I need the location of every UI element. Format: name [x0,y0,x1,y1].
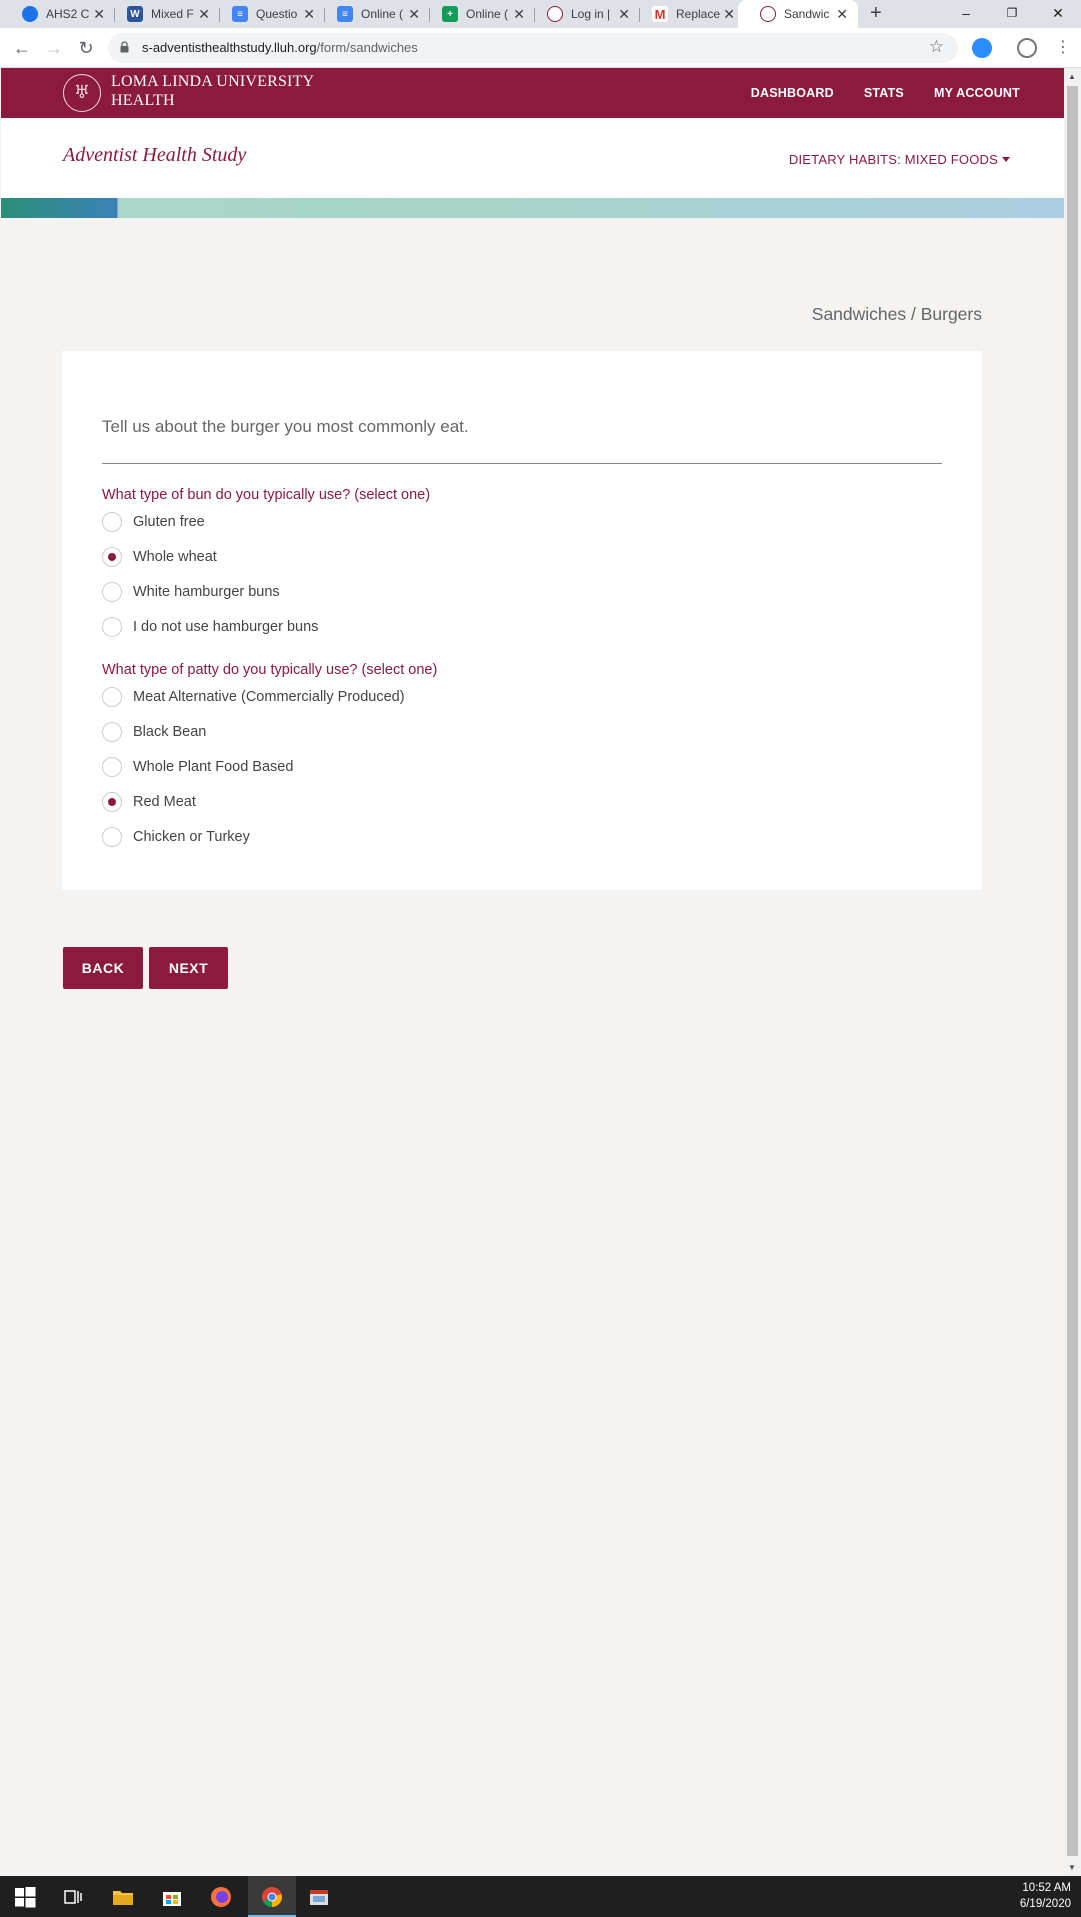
zoom-extension-icon[interactable] [972,38,992,58]
site-logo-text[interactable] [111,72,314,110]
option-label: Whole wheat [133,549,217,565]
site-header [1,68,1064,118]
radio-option-bun[interactable] [102,546,217,568]
firefox-icon[interactable] [209,1885,233,1909]
chrome-taskbar-active[interactable] [248,1876,296,1917]
close-icon[interactable]: ✕ [513,6,525,22]
sub-header [1,118,1064,198]
profile-avatar-icon[interactable] [1017,38,1037,58]
main-nav [751,68,1020,118]
option-label: Whole Plant Food Based [133,759,294,775]
window-close-icon[interactable]: ✕ [1052,5,1064,21]
llu-icon [760,6,776,22]
question-patty: What type of patty do you typically use? (select one) [102,662,438,678]
close-icon[interactable]: ✕ [723,6,735,22]
forward-arrow-icon[interactable]: → [45,38,63,58]
option-label: I do not use hamburger buns [133,619,319,635]
llu-seal-logo[interactable]: ♅ [63,74,101,112]
chrome-icon [260,1885,284,1909]
clock-time: 10:52 AM [1022,1882,1071,1894]
radio-option-bun[interactable] [102,581,280,603]
breadcrumb: Sandwiches / Burgers [811,304,982,324]
reload-icon[interactable]: ↻ [78,38,94,58]
divider [102,463,942,464]
radio-option-patty[interactable] [102,721,206,743]
lock-icon [120,41,129,53]
option-label: Meat Alternative (Commercially Produced) [133,689,405,705]
option-label: Chicken or Turkey [133,829,250,845]
docs-icon: ≡ [232,6,248,22]
tab-title: AHS2 C [46,7,90,21]
address-bar[interactable] [108,33,958,63]
option-label: Black Bean [133,724,207,740]
option-label: Red Meat [133,794,196,810]
back-button[interactable]: BACK [63,947,143,989]
scroll-up-icon[interactable]: ▲ [1068,72,1076,81]
browser-tab[interactable] [420,0,535,28]
browser-tab[interactable] [105,0,220,28]
windows-taskbar [0,1876,1081,1917]
docs-icon: ≡ [337,6,353,22]
nav-dashboard[interactable]: DASHBOARD [750,86,834,100]
option-label: Gluten free [133,514,205,530]
browser-tab[interactable] [525,0,640,28]
radio-button[interactable] [102,687,122,707]
caret-down-icon [1002,157,1010,162]
tab-title: Online ( [466,7,509,21]
system-clock[interactable] [1020,1880,1071,1912]
file-explorer-icon[interactable] [111,1885,135,1909]
gmail-icon: M [652,6,668,22]
tab-title: Questio [256,7,298,21]
clock-date: 6/19/2020 [1019,1898,1071,1910]
close-icon[interactable]: ✕ [303,6,315,22]
close-icon[interactable]: ✕ [618,6,630,22]
bookmark-star-icon[interactable]: ☆ [928,37,944,56]
study-title[interactable]: Adventist Health Study [63,144,247,166]
tab-title: Log in | [571,7,611,21]
tab-title: Sandwic [784,7,830,21]
llu-icon [547,6,563,22]
radio-option-patty[interactable] [102,826,250,848]
radio-button[interactable] [102,582,122,602]
windows-start-icon[interactable] [13,1885,37,1909]
radio-button[interactable] [102,722,122,742]
nav-my-account[interactable]: MY ACCOUNT [933,86,1020,100]
radio-option-bun[interactable] [102,616,318,638]
browser-tab[interactable] [315,0,430,28]
store-icon[interactable] [160,1885,184,1909]
word-icon: W [127,6,143,22]
cloud-icon [22,6,38,22]
radio-option-patty[interactable] [102,791,196,813]
back-arrow-icon[interactable]: ← [13,38,31,58]
radio-option-bun[interactable] [102,511,205,533]
scrollbar-thumb[interactable] [1067,86,1078,1856]
section-dropdown[interactable] [789,152,1010,167]
question-card [62,351,982,890]
task-view-icon[interactable] [61,1885,85,1909]
browser-tab[interactable] [630,0,745,28]
radio-option-patty[interactable] [102,686,405,708]
new-tab-icon[interactable]: + [870,2,882,24]
sheets-icon: + [442,6,458,22]
decorative-color-band [1,198,1064,218]
radio-option-patty[interactable] [102,756,293,778]
browser-toolbar [0,28,1081,68]
logo-line-2: HEALTH [111,92,175,109]
close-icon[interactable]: ✕ [836,6,848,22]
question-bun: What type of bun do you typically use? (select one) [102,487,431,503]
page-scrollbar[interactable] [1064,68,1081,1876]
logo-line-1: LOMA LINDA UNIVERSITY [111,73,315,90]
close-icon[interactable]: ✕ [408,6,420,22]
option-label: White hamburger buns [133,584,280,600]
section-dropdown-label: DIETARY HABITS: MIXED FOODS [788,152,998,167]
radio-button[interactable] [102,617,122,637]
url-text: s-adventisthealthstudy.lluh.org/form/sandwiches [142,40,418,55]
tab-title: Mixed F [151,7,194,21]
browser-tab-active[interactable] [738,0,858,28]
app-window-icon[interactable] [307,1885,331,1909]
scroll-down-icon[interactable]: ▼ [1068,1863,1076,1872]
radio-button[interactable] [102,757,122,777]
restore-icon[interactable]: ❐ [1006,6,1018,20]
tab-title: Replace [676,7,721,21]
radio-button[interactable] [102,827,122,847]
kebab-menu-icon[interactable]: ⋮ [1055,39,1071,56]
browser-tab[interactable] [0,0,115,28]
browser-tab[interactable] [210,0,325,28]
nav-stats[interactable]: STATS [863,86,904,100]
form-intro: Tell us about the burger you most commonly eat. [102,417,469,436]
minimize-icon[interactable]: – [962,5,970,21]
radio-button[interactable] [102,512,122,532]
radio-button-selected[interactable] [102,792,122,812]
close-icon[interactable]: ✕ [93,6,105,22]
radio-button-selected[interactable] [102,547,122,567]
browser-tab-strip [0,0,1081,28]
tab-title: Online ( [361,7,404,21]
next-button[interactable]: NEXT [149,947,228,989]
close-icon[interactable]: ✕ [198,6,210,22]
